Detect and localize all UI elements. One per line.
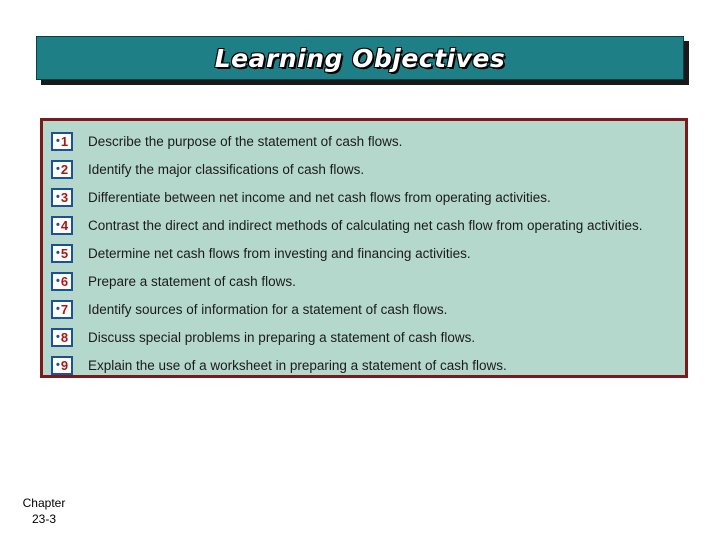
lo-number-badge: • 8 <box>51 328 73 347</box>
title-banner <box>36 36 684 80</box>
objective-item <box>51 211 685 239</box>
objectives-panel <box>40 118 688 378</box>
objective-item <box>51 295 685 323</box>
page-number: 23-3 <box>31 512 57 526</box>
objective-text: Contrast the direct and indirect methods of calculating net cash flow from operating activities. <box>88 217 643 233</box>
lo-number: 9 <box>60 357 69 373</box>
lo-number: 1 <box>60 133 69 149</box>
chapter-label: Chapter <box>22 496 66 510</box>
lo-number: 7 <box>60 301 69 317</box>
lo-number-badge: • 2 <box>51 160 73 179</box>
objective-item <box>51 267 685 295</box>
slide-footer <box>14 495 74 527</box>
lo-number-badge: • 6 <box>51 272 73 291</box>
objective-item <box>51 155 685 183</box>
objective-text: Discuss special problems in preparing a statement of cash flows. <box>88 329 476 345</box>
objective-item <box>51 351 685 379</box>
objective-item <box>51 127 685 155</box>
lo-number-badge: • 7 <box>51 300 73 319</box>
objective-item <box>51 183 685 211</box>
objective-text: Differentiate between net income and net cash flows from operating activities. <box>88 189 551 205</box>
slide-title: Learning Objectives <box>214 43 506 73</box>
objective-text: Identify sources of information for a statement of cash flows. <box>88 301 448 317</box>
objective-text: Describe the purpose of the statement of cash flows. <box>88 133 403 149</box>
objective-text: Identify the major classifications of cash flows. <box>88 161 365 177</box>
lo-number-badge: • 5 <box>51 244 73 263</box>
lo-number: 3 <box>60 189 69 205</box>
lo-number-badge: • 9 <box>51 356 73 375</box>
lo-number-badge: • 4 <box>51 216 73 235</box>
lo-number: 5 <box>60 245 69 261</box>
objective-item <box>51 239 685 267</box>
lo-number: 4 <box>60 217 69 233</box>
lo-number: 8 <box>60 329 69 345</box>
objective-text: Determine net cash flows from investing and financing activities. <box>88 245 471 261</box>
lo-number-badge: • 3 <box>51 188 73 207</box>
lo-number: 6 <box>60 273 69 289</box>
lo-number-badge: • 1 <box>51 132 73 151</box>
objective-item <box>51 323 685 351</box>
lo-number: 2 <box>60 161 69 177</box>
objective-text: Explain the use of a worksheet in preparing a statement of cash flows. <box>88 357 507 373</box>
objective-text: Prepare a statement of cash flows. <box>88 273 296 289</box>
